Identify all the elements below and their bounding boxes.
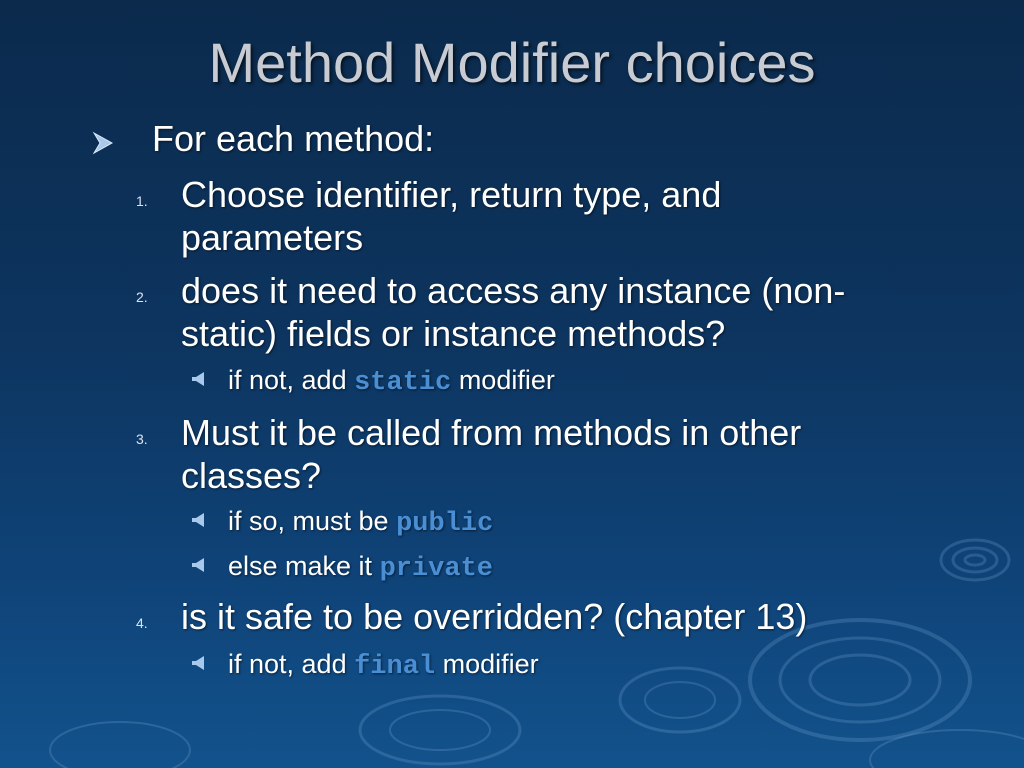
item-2-line-1: does it need to access any instance (non-: [181, 270, 846, 311]
sub-item-static: [228, 364, 555, 399]
sub-item-private: [228, 550, 493, 585]
slide-title: Method Modifier choices: [208, 31, 816, 94]
bullet-for-each-method: For each method:: [152, 118, 435, 159]
speaker-icon: [190, 510, 210, 530]
sub-item-text: if not, add: [228, 649, 355, 679]
code-keyword: private: [379, 554, 493, 584]
item-4-line-1: is it safe to be overridden? (chapter 13): [181, 596, 808, 637]
item-2-line-2: static) fields or instance methods?: [181, 313, 726, 354]
sub-item-text: modifier: [451, 365, 555, 395]
speaker-icon: [190, 555, 210, 575]
code-keyword: final: [354, 652, 436, 682]
speaker-icon: [190, 369, 210, 389]
item-number-1: 1.: [136, 193, 148, 209]
code-keyword: public: [396, 509, 494, 539]
item-number-3: 3.: [136, 431, 148, 447]
item-number-4: 4.: [136, 615, 148, 631]
code-keyword: static: [354, 368, 452, 398]
sub-item-text: else make it: [228, 551, 380, 581]
item-number-2: 2.: [136, 289, 148, 305]
item-1-line-1: Choose identifier, return type, and: [181, 174, 722, 215]
sub-item-final: [228, 648, 539, 683]
arrow-bullet-icon: [90, 130, 116, 156]
item-3-line-2: classes?: [181, 455, 322, 496]
sub-item-text: modifier: [435, 649, 539, 679]
speaker-icon: [190, 653, 210, 673]
sub-item-text: if so, must be: [228, 506, 397, 536]
item-1-line-2: parameters: [181, 217, 364, 258]
item-3-line-1: Must it be called from methods in other: [181, 412, 802, 453]
sub-item-text: if not, add: [228, 365, 355, 395]
sub-item-public: [228, 505, 493, 540]
